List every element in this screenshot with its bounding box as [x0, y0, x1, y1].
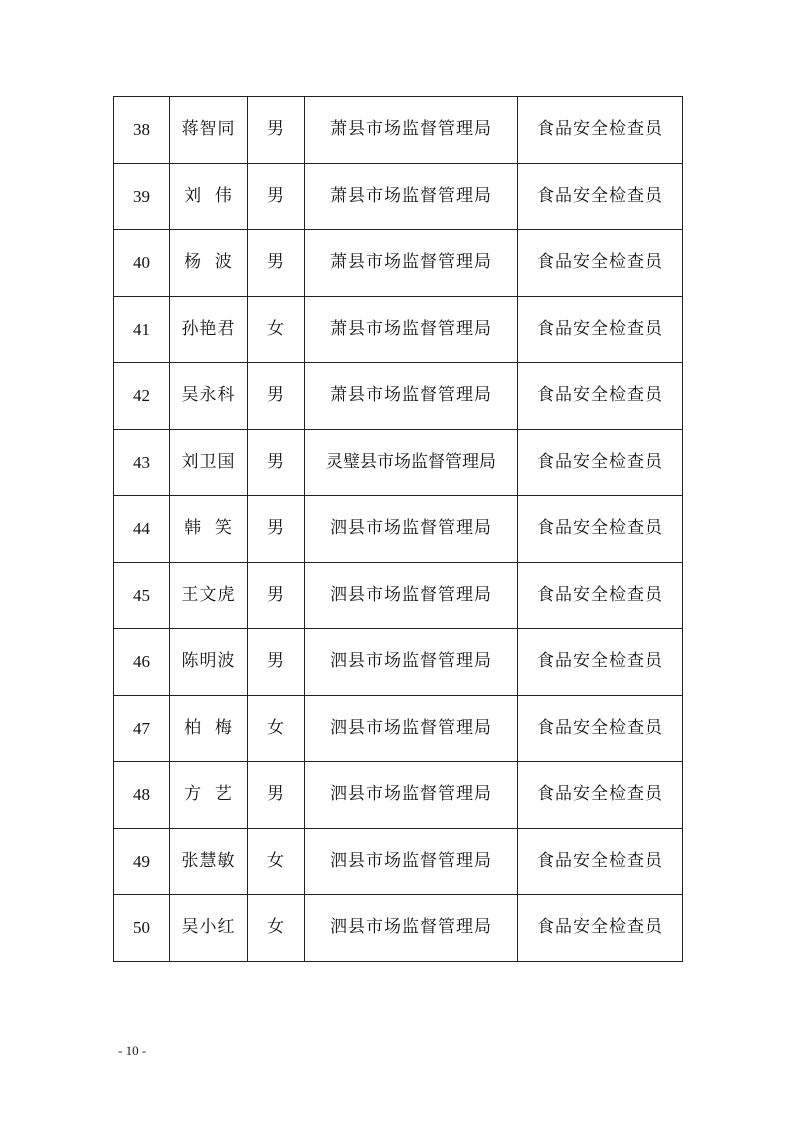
table-row	[114, 230, 683, 297]
person-name: 陈明波	[170, 629, 248, 696]
person-name: 王文虎	[170, 562, 248, 629]
person-name: 张慧敏	[170, 828, 248, 895]
row-number: 46	[114, 629, 170, 696]
table-row	[114, 363, 683, 430]
job-title: 食品安全检查员	[518, 230, 683, 297]
job-title: 食品安全检查员	[518, 97, 683, 164]
person-name: 刘卫国	[170, 429, 248, 496]
person-name: 杨 波	[170, 230, 248, 297]
gender: 男	[248, 429, 305, 496]
person-name: 方 艺	[170, 762, 248, 829]
person-name: 柏 梅	[170, 695, 248, 762]
table-row	[114, 629, 683, 696]
table-row	[114, 97, 683, 164]
organization: 萧县市场监督管理局	[305, 363, 518, 430]
row-number: 42	[114, 363, 170, 430]
row-number: 49	[114, 828, 170, 895]
job-title: 食品安全检查员	[518, 828, 683, 895]
organization: 萧县市场监督管理局	[305, 230, 518, 297]
job-title: 食品安全检查员	[518, 363, 683, 430]
table-row	[114, 562, 683, 629]
gender: 男	[248, 163, 305, 230]
organization: 泗县市场监督管理局	[305, 562, 518, 629]
job-title: 食品安全检查员	[518, 762, 683, 829]
person-name: 刘 伟	[170, 163, 248, 230]
row-number: 45	[114, 562, 170, 629]
page-number: - 10 -	[118, 1043, 147, 1058]
gender: 男	[248, 629, 305, 696]
job-title: 食品安全检查员	[518, 562, 683, 629]
table-row	[114, 296, 683, 363]
row-number: 40	[114, 230, 170, 297]
job-title: 食品安全检查员	[518, 429, 683, 496]
row-number: 43	[114, 429, 170, 496]
organization: 泗县市场监督管理局	[305, 762, 518, 829]
job-title: 食品安全检查员	[518, 163, 683, 230]
organization: 泗县市场监督管理局	[305, 496, 518, 563]
gender: 女	[248, 296, 305, 363]
gender: 男	[248, 496, 305, 563]
row-number: 50	[114, 895, 170, 962]
organization: 泗县市场监督管理局	[305, 695, 518, 762]
gender: 男	[248, 762, 305, 829]
job-title: 食品安全检查员	[518, 629, 683, 696]
row-number: 39	[114, 163, 170, 230]
person-name: 吴永科	[170, 363, 248, 430]
person-name: 韩 笑	[170, 496, 248, 563]
person-name: 蒋智同	[170, 97, 248, 164]
job-title: 食品安全检查员	[518, 695, 683, 762]
gender: 女	[248, 895, 305, 962]
gender: 男	[248, 363, 305, 430]
job-title: 食品安全检查员	[518, 895, 683, 962]
person-name: 孙艳君	[170, 296, 248, 363]
gender: 男	[248, 230, 305, 297]
inspector-roster-table	[113, 96, 683, 962]
row-number: 41	[114, 296, 170, 363]
table-row	[114, 762, 683, 829]
organization: 萧县市场监督管理局	[305, 97, 518, 164]
row-number: 44	[114, 496, 170, 563]
job-title: 食品安全检查员	[518, 496, 683, 563]
organization: 泗县市场监督管理局	[305, 895, 518, 962]
table-row	[114, 695, 683, 762]
organization: 泗县市场监督管理局	[305, 629, 518, 696]
gender: 女	[248, 695, 305, 762]
organization: 灵璧县市场监督管理局	[305, 429, 518, 496]
organization: 萧县市场监督管理局	[305, 296, 518, 363]
row-number: 47	[114, 695, 170, 762]
gender: 男	[248, 562, 305, 629]
table-row	[114, 828, 683, 895]
organization: 泗县市场监督管理局	[305, 828, 518, 895]
person-name: 吴小红	[170, 895, 248, 962]
table-row	[114, 496, 683, 563]
organization: 萧县市场监督管理局	[305, 163, 518, 230]
job-title: 食品安全检查员	[518, 296, 683, 363]
table-row	[114, 429, 683, 496]
table-row	[114, 895, 683, 962]
row-number: 38	[114, 97, 170, 164]
gender: 女	[248, 828, 305, 895]
row-number: 48	[114, 762, 170, 829]
table-row	[114, 163, 683, 230]
gender: 男	[248, 97, 305, 164]
